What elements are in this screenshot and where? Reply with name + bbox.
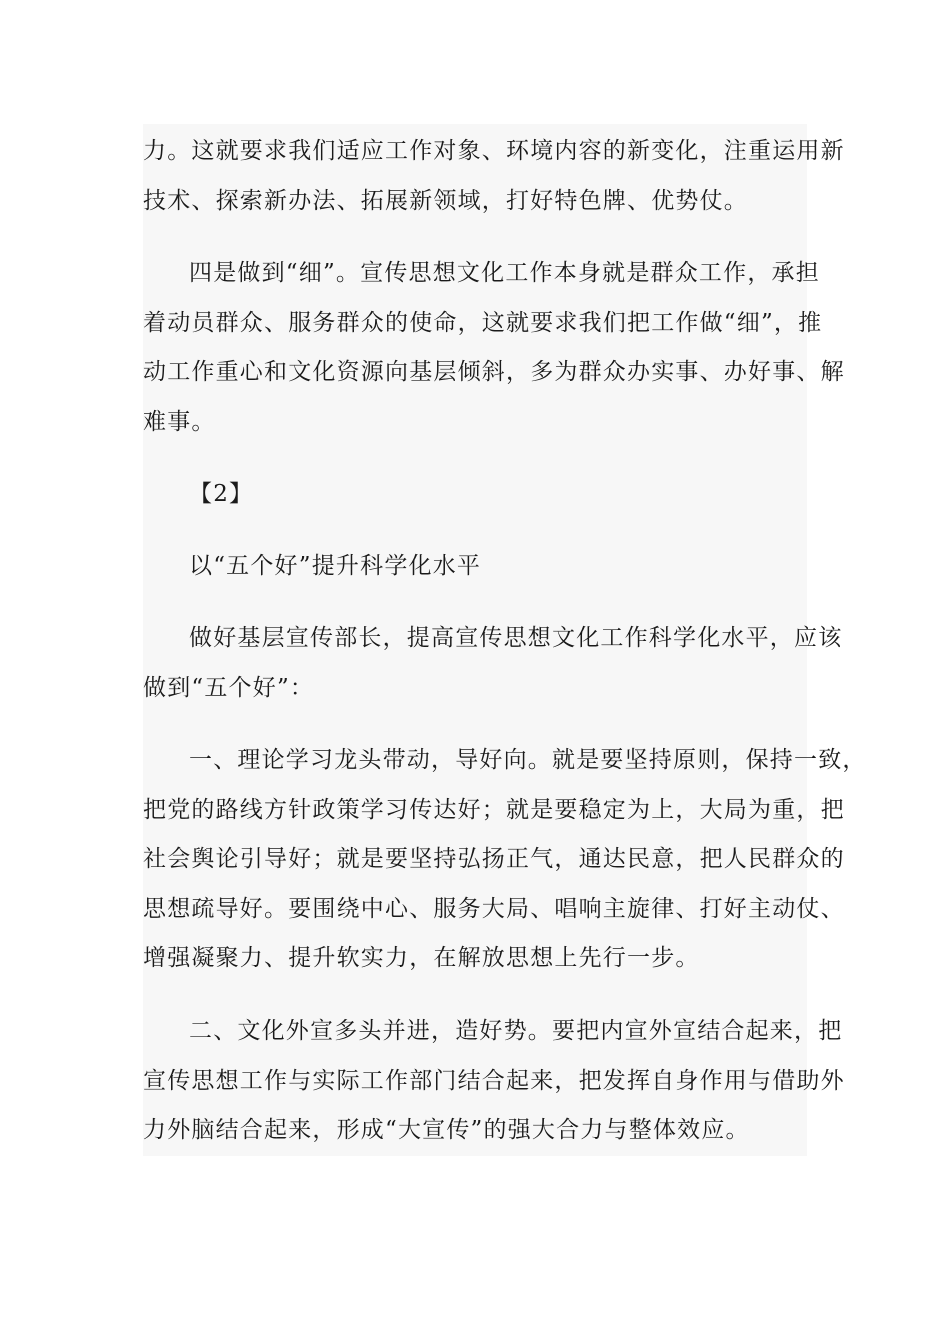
- paragraph-line: 难事。: [143, 408, 216, 435]
- paragraph-continuation: [143, 127, 845, 226]
- paragraph-point-one: [143, 736, 867, 984]
- paragraph-line: 动工作重心和文化资源向基层倾斜，多为群众办实事、办好事、解: [143, 359, 845, 385]
- paragraph-line: 二、文化外宣多头并进，造好势。要把内宣外宣结合起来，把: [189, 1018, 843, 1044]
- paragraph-point-four: [143, 249, 845, 447]
- paragraph-line: 社会舆论引导好；就是要坚持弘扬正气，通达民意，把人民群众的: [143, 846, 845, 872]
- section-title-text: 以“五个好”提升科学化水平: [189, 553, 482, 579]
- paragraph-line: 做到“五个好”：: [143, 674, 315, 701]
- section-number: [143, 470, 807, 520]
- paragraph-intro: [143, 614, 843, 713]
- section-title: [143, 542, 807, 592]
- paragraph-line: 做好基层宣传部长，提高宣传思想文化工作科学化水平，应该: [189, 625, 843, 651]
- paragraph-line: 思想疏导好。要围绕中心、服务大局、唱响主旋律、打好主动仗、: [143, 895, 845, 922]
- paragraph-line: 一、理论学习龙头带动，导好向。就是要坚持原则，保持一致，: [189, 747, 867, 773]
- section-number-text: 【2】: [189, 481, 254, 507]
- paragraph-line: 四是做到“细”。宣传思想文化工作本身就是群众工作，承担: [189, 260, 820, 286]
- paragraph-line: 力。这就要求我们适应工作对象、环境内容的新变化，注重运用新: [143, 138, 845, 164]
- paragraph-line: 技术、探索新办法、拓展新领域，打好特色牌、优势仗。: [143, 187, 748, 214]
- paragraph-line: 力外脑结合起来，形成“大宣传”的强大合力与整体效应。: [143, 1117, 750, 1143]
- paragraph-line: 着动员群众、服务群众的使命，这就要求我们把工作做“细”，推: [143, 309, 823, 336]
- paragraph-line: 把党的路线方针政策学习传达好；就是要稳定为上，大局为重，把: [143, 796, 845, 823]
- paragraph-line: 增强凝聚力、提升软实力，在解放思想上先行一步。: [143, 945, 700, 971]
- paragraph-point-two: [143, 1007, 845, 1156]
- paragraph-line: 宣传思想工作与实际工作部门结合起来，把发挥自身作用与借助外: [143, 1067, 845, 1094]
